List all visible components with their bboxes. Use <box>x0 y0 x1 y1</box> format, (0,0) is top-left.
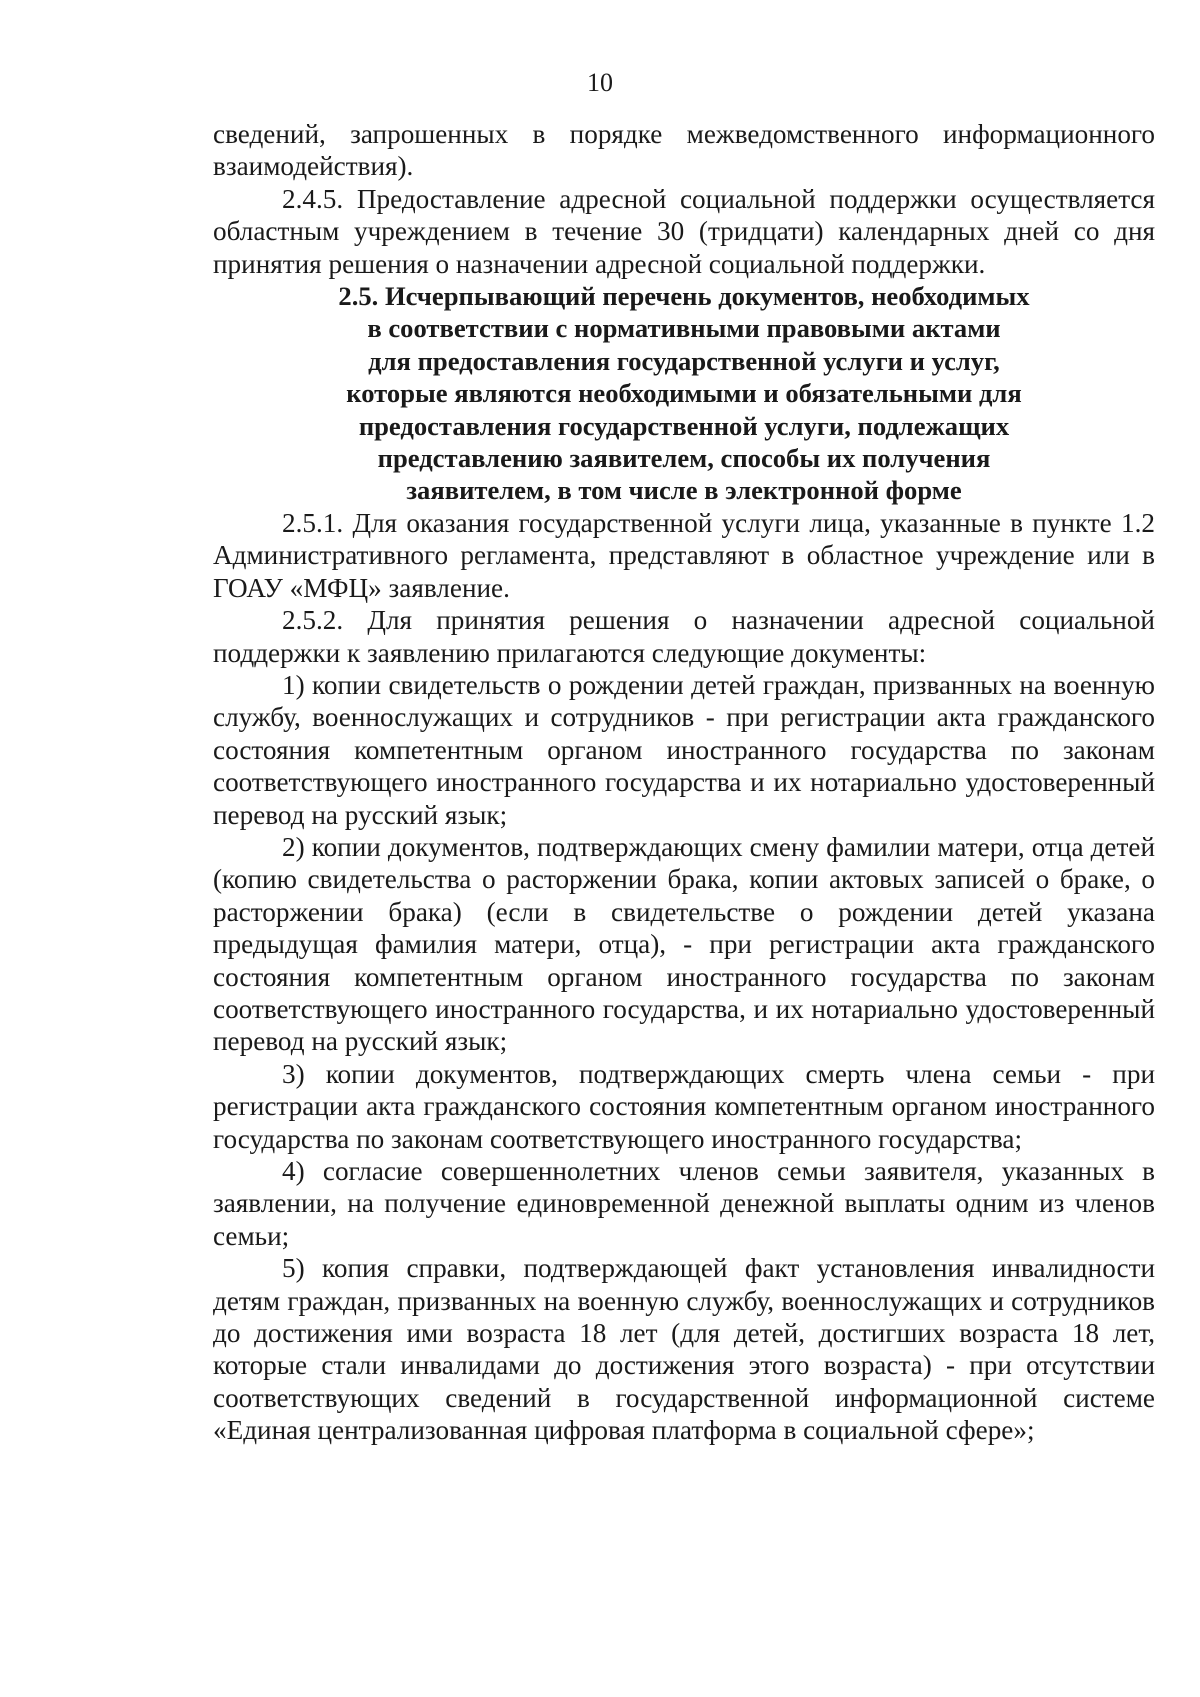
paragraph-continuation: сведений, запрошенных в порядке межведомственного информационного взаимодействия). <box>213 119 1155 182</box>
list-item-3: 3) копии документов, подтверждающих смерть члена семьи - при регистрации акта гражданского состояния компетентным органом иностранного государства по законам соответствующего иностранного государства; <box>213 1058 1155 1154</box>
section-heading-2-5 <box>213 280 1155 507</box>
list-item-4: 4) согласие совершеннолетних членов семьи заявителя, указанных в заявлении, на получение единовременной денежной выплаты одним из членов семьи; <box>213 1156 1155 1251</box>
heading-line: для предоставления государственной услуги и услуг, <box>368 345 1000 376</box>
heading-line: заявителем, в том числе в электронной форме <box>406 475 962 506</box>
paragraph-2-4-5: 2.4.5. Предоставление адресной социальной поддержки осуществляется областным учреждением в течение 30 (тридцати) календарных дней со дня принятия решения о назначении адресной социальной поддержки. <box>213 183 1155 279</box>
heading-line: которые являются необходимыми и обязательными для <box>346 378 1022 409</box>
heading-line: в соответствии с нормативными правовыми актами <box>367 313 1001 344</box>
list-item-1: 1) копии свидетельств о рождении детей граждан, призванных на военную службу, военнослужащих и сотрудников - при регистрации акта гражданского состояния компетентным органом иностранного государства по законам соответствующего иностранного государства и их нотариально удостоверенный перевод на русский язык; <box>213 669 1155 830</box>
paragraph-2-5-1: 2.5.1. Для оказания государственной услуги лица, указанные в пункте 1.2 Административного регламента, представляют в областное учреждение или в ГОАУ «МФЦ» заявление. <box>213 507 1155 603</box>
list-item-2: 2) копии документов, подтверждающих смену фамилии матери, отца детей (копию свидетельства о расторжении брака, копии актовых записей о браке, о расторжении брака) (если в свидетельстве о рождении детей указана предыдущая фамилия матери, отца), - при регистрации акта гражданского состояния компетентным органом иностранного государства по законам соответствующего иностранного государства, и их нотариально удостоверенный перевод на русский язык; <box>213 831 1155 1057</box>
document-body <box>213 118 1155 1447</box>
list-item-5: 5) копия справки, подтверждающей факт установления инвалидности детям граждан, призванных на военную службу, военнослужащих и сотрудников до достижения ими возраста 18 лет (для детей, достигших возраста 18 лет, которые стали инвалидами до достижения этого возраста) - при отсутствии соответствующих сведений в государственной информационной системе «Единая централизованная цифровая платформа в социальной сфере»; <box>213 1253 1155 1446</box>
page-number: 10 <box>587 68 613 97</box>
heading-line: предоставления государственной услуги, подлежащих <box>358 410 1010 441</box>
heading-line: представлению заявителем, способы их получения <box>377 443 991 474</box>
heading-line: 2.5. Исчерпывающий перечень документов, необходимых <box>338 281 1030 312</box>
paragraph-2-5-2: 2.5.2. Для принятия решения о назначении адресной социальной поддержки к заявлению прилагаются следующие документы: <box>213 605 1155 668</box>
